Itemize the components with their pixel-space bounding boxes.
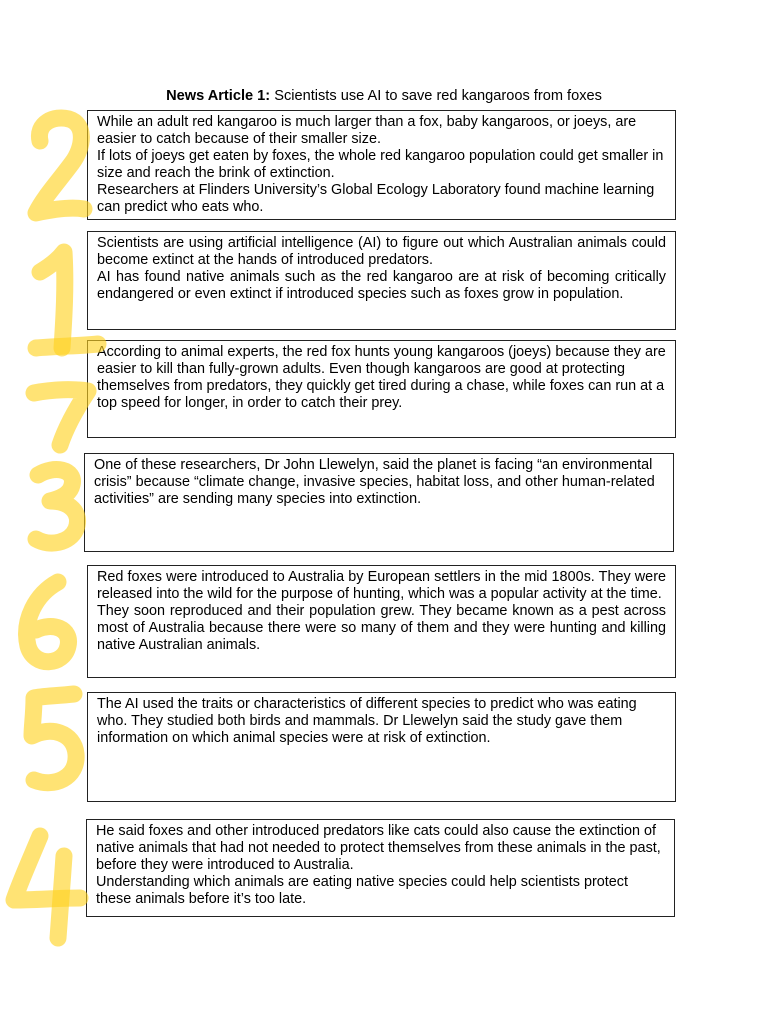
handwritten-number-4: [0, 820, 95, 950]
box-5-paragraph-2: They soon reproduced and their population grew. They became known as a pest across most of Australia because there were so many of them and they were hunting and killing native Australian animals.: [97, 603, 666, 653]
box-6-paragraph-1: The AI used the traits or characteristics of different species to predict who was eating who. They studied both birds and mammals. Dr Llewelyn said the study gave them information on which animal species were at risk of extinction.: [97, 696, 637, 746]
text-box-1: [87, 110, 676, 220]
text-box-2: [87, 231, 676, 330]
box-1-paragraph-1: While an adult red kangaroo is much larger than a fox, baby kangaroos, or joeys, are easier to catch because of their smaller size.: [97, 114, 637, 147]
article-title: [0, 87, 768, 105]
box-4-paragraph-1: One of these researchers, Dr John Llewelyn, said the planet is facing “an environmental crisis” because “climate change, invasive species, habitat loss, and other human-related activities” are sending many species into extinction.: [94, 457, 655, 507]
text-box-6: [87, 692, 676, 802]
article-title-text: Scientists use AI to save red kangaroos from foxes: [270, 88, 602, 104]
text-box-5: [87, 565, 676, 678]
box-5-paragraph-1: Red foxes were introduced to Australia by European settlers in the mid 1800s. They were released into the wild for the purpose of hunting, which was a popular activity at the time.: [97, 569, 666, 602]
article-title-label: News Article 1:: [166, 88, 271, 104]
text-box-4: [84, 453, 674, 552]
box-2-paragraph-1: Scientists are using artificial intelligence (AI) to figure out which Australian animals could become extinct at the hands of introduced predators.: [97, 235, 666, 268]
box-1-paragraph-2: If lots of joeys get eaten by foxes, the whole red kangaroo population could get smaller in size and reach the brink of extinction.: [97, 148, 664, 181]
text-box-3: [87, 340, 676, 438]
box-7-paragraph-2: Understanding which animals are eating native species could help scientists protect these animals before it’s too late.: [96, 874, 628, 907]
box-3-paragraph-1: According to animal experts, the red fox hunts young kangaroos (joeys) because they are easier to kill than fully-grown adults. Even though kangaroos are good at protecting themselves from predators, they quickly get tired during a chase, while foxes can run at a top speed for longer, in order to catch their prey.: [97, 344, 666, 411]
text-box-7: [86, 819, 675, 917]
handwritten-number-6: [6, 568, 96, 678]
box-1-paragraph-3: Researchers at Flinders University’s Global Ecology Laboratory found machine learning can predict who eats who.: [97, 182, 655, 215]
box-7-paragraph-1: He said foxes and other introduced predators like cats could also cause the extinction of native animals that had not needed to protect themselves from these animals in the past, before they were introduced to Australia.: [96, 823, 661, 873]
box-2-paragraph-2: AI has found native animals such as the red kangaroo are at risk of becoming critically endangered or even extinct if introduced species such as foxes grow in population.: [97, 269, 666, 302]
